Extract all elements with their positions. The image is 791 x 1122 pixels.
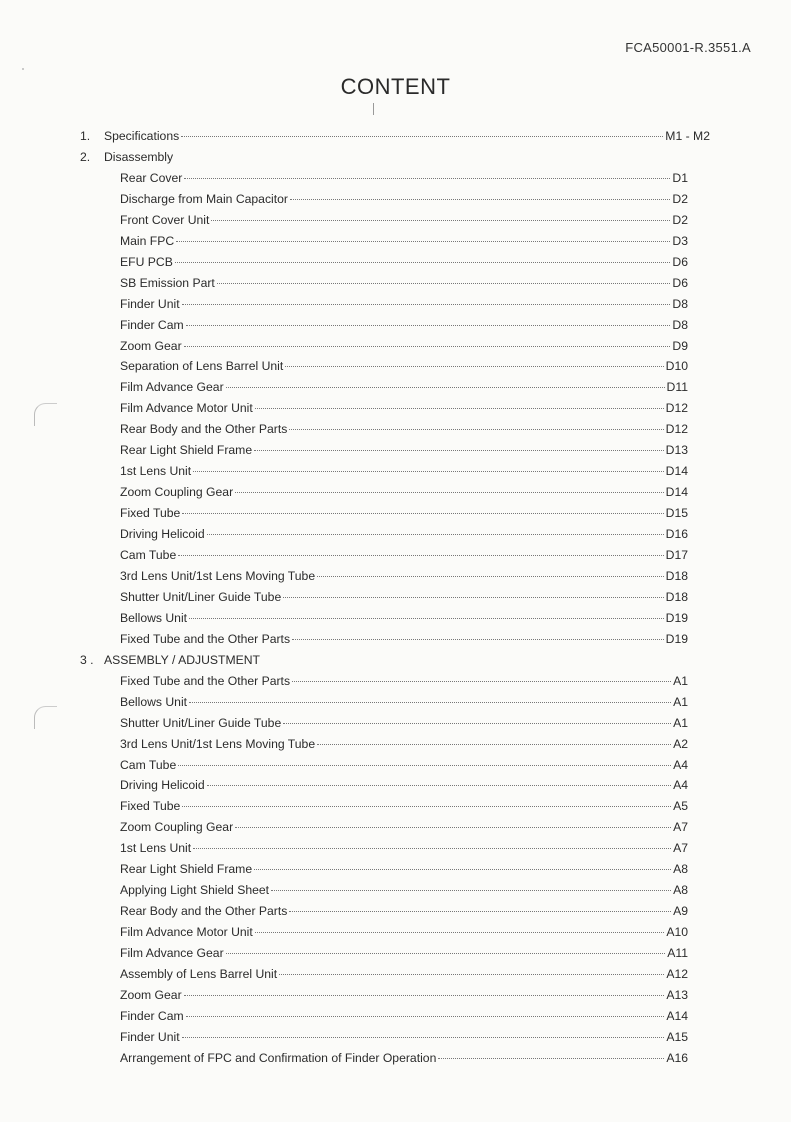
entry-title: Fixed Tube xyxy=(120,506,181,521)
toc-entry xyxy=(120,778,688,798)
dot-leader xyxy=(193,471,664,472)
dot-leader xyxy=(211,220,670,221)
page-ref: D14 xyxy=(665,485,688,500)
page-ref: A10 xyxy=(666,925,688,940)
page-ref: D6 xyxy=(672,254,688,269)
dot-leader xyxy=(235,492,664,493)
entry-title: Rear Cover xyxy=(120,170,183,185)
entry-title: Fixed Tube xyxy=(120,799,181,814)
toc-entry xyxy=(120,862,688,882)
toc-entry xyxy=(120,506,688,526)
toc-entry xyxy=(120,820,688,840)
page-ref: M1 - M2 xyxy=(665,129,710,143)
toc-entry xyxy=(120,695,688,715)
dot-leader xyxy=(254,450,664,451)
page-ref: A8 xyxy=(673,862,688,877)
toc-entry xyxy=(120,171,688,191)
dot-leader xyxy=(178,555,663,556)
page-ref: D16 xyxy=(665,527,688,542)
entry-title: Shutter Unit/Liner Guide Tube xyxy=(120,589,282,604)
page-ref: A7 xyxy=(673,820,688,835)
page-ref: D8 xyxy=(672,296,688,311)
dot-leader xyxy=(317,576,664,577)
dot-leader xyxy=(178,765,671,766)
page-ref: A12 xyxy=(666,967,688,981)
page-ref: A1 xyxy=(673,694,688,709)
page-ref: A14 xyxy=(666,1008,688,1023)
page-ref: D10 xyxy=(665,359,688,374)
toc-entry xyxy=(120,401,688,421)
toc-entry xyxy=(120,569,688,589)
toc-entry xyxy=(120,632,688,652)
dot-leader xyxy=(184,346,671,347)
page-ref: D2 xyxy=(672,212,688,227)
page-ref: D8 xyxy=(672,317,688,332)
scan-mark xyxy=(373,103,374,115)
section-number: 2. xyxy=(80,149,91,164)
page-ref: D12 xyxy=(665,401,688,416)
page-ref: D18 xyxy=(665,568,688,583)
page-ref: A11 xyxy=(667,946,688,961)
page-ref: A8 xyxy=(673,883,688,898)
toc-entry xyxy=(120,234,688,254)
entry-title: Driving Helicoid xyxy=(120,778,205,793)
dot-leader xyxy=(176,241,670,242)
document-id: FCA50001-R.3551.A xyxy=(625,40,751,55)
section-title: ASSEMBLY / ADJUSTMENT xyxy=(104,652,260,667)
toc-entry xyxy=(120,359,688,379)
dot-leader xyxy=(193,848,671,849)
toc-entry xyxy=(120,527,688,547)
page-ref: A9 xyxy=(673,904,688,919)
toc-entry xyxy=(120,255,688,275)
toc-entry xyxy=(120,422,688,442)
toc-entry xyxy=(120,318,688,338)
page-ref: A1 xyxy=(673,673,688,688)
toc-entry xyxy=(120,758,688,778)
entry-title: Shutter Unit/Liner Guide Tube xyxy=(120,715,282,730)
entry-title: Rear Body and the Other Parts xyxy=(120,904,288,919)
dot-leader xyxy=(285,366,663,367)
toc-entry xyxy=(120,1051,688,1071)
toc-entry xyxy=(120,904,688,924)
entry-title: Finder Cam xyxy=(120,1008,184,1023)
dot-leader xyxy=(255,932,665,933)
dot-leader xyxy=(181,136,663,137)
dot-leader xyxy=(283,723,671,724)
entry-title: Applying Light Shield Sheet xyxy=(120,883,270,898)
dot-leader xyxy=(290,199,670,200)
dot-leader xyxy=(271,890,671,891)
toc-entry xyxy=(120,297,688,317)
entry-title: Rear Body and the Other Parts xyxy=(120,422,288,437)
page-ref: A16 xyxy=(666,1050,688,1065)
entry-title: SB Emission Part xyxy=(120,275,215,290)
toc-entry xyxy=(120,841,688,861)
page-ref: A13 xyxy=(666,987,688,1002)
entry-title: Zoom Coupling Gear xyxy=(120,820,234,835)
entry-title: Separation of Lens Barrel Unit xyxy=(120,359,284,374)
entry-title: Cam Tube xyxy=(120,757,177,772)
toc-entry xyxy=(120,443,688,463)
dot-leader xyxy=(189,618,664,619)
dot-leader xyxy=(217,283,671,284)
toc-entry xyxy=(120,276,688,296)
entry-title: Film Advance Gear xyxy=(120,380,224,395)
toc-entry xyxy=(120,674,688,694)
entry-title: Finder Cam xyxy=(120,317,184,332)
dot-leader xyxy=(184,178,670,179)
entry-title: Fixed Tube and the Other Parts xyxy=(120,673,291,688)
section-title: Specifications xyxy=(104,129,180,143)
toc-entry xyxy=(120,611,688,631)
page-ref: D18 xyxy=(665,589,688,604)
toc-entry xyxy=(120,799,688,819)
page-ref: D15 xyxy=(665,506,688,521)
page-ref: A15 xyxy=(666,1029,688,1044)
dot-leader xyxy=(182,1037,665,1038)
entry-title: Film Advance Motor Unit xyxy=(120,925,253,940)
dot-leader xyxy=(292,639,664,640)
toc-entry xyxy=(120,548,688,568)
section-title: Disassembly xyxy=(104,149,174,164)
page-ref: D9 xyxy=(672,338,688,353)
toc-entry xyxy=(120,1009,688,1029)
entry-title: Finder Unit xyxy=(120,296,180,311)
toc-entry xyxy=(120,716,688,736)
page-ref: A5 xyxy=(673,799,688,814)
toc-entry xyxy=(120,925,688,945)
entry-title: Front Cover Unit xyxy=(120,212,210,227)
dot-leader xyxy=(226,953,666,954)
dot-leader xyxy=(438,1058,664,1059)
dot-leader xyxy=(189,702,671,703)
entry-title: Main FPC xyxy=(120,233,175,248)
entry-title: Bellows Unit xyxy=(120,610,188,625)
dot-leader xyxy=(292,681,671,682)
punch-hole-mark xyxy=(34,706,57,729)
page-ref: D11 xyxy=(666,380,688,395)
dot-leader xyxy=(182,806,671,807)
entry-title: EFU PCB xyxy=(120,254,173,269)
dot-leader xyxy=(289,429,663,430)
punch-hole-mark xyxy=(34,403,57,426)
toc-entry xyxy=(120,192,688,212)
section-number: 1. xyxy=(80,129,91,143)
page-ref: D14 xyxy=(665,464,688,479)
toc-entry xyxy=(120,988,688,1008)
toc-entry xyxy=(120,339,688,359)
page-ref: D19 xyxy=(665,610,688,625)
toc-section-1 xyxy=(80,129,710,149)
entry-title: Bellows Unit xyxy=(120,694,188,709)
entry-title: Driving Helicoid xyxy=(120,527,205,542)
toc-entry xyxy=(120,464,688,484)
page-ref: D13 xyxy=(665,443,688,458)
dot-leader xyxy=(283,597,663,598)
entry-title: Discharge from Main Capacitor xyxy=(120,191,288,206)
entry-title: Rear Light Shield Frame xyxy=(120,443,253,458)
entry-title: Film Advance Motor Unit xyxy=(120,401,253,416)
toc-entry xyxy=(120,590,688,610)
entry-title: Fixed Tube and the Other Parts xyxy=(120,631,291,646)
toc-entry xyxy=(120,967,688,987)
page-ref: D3 xyxy=(672,233,688,248)
page-ref: D1 xyxy=(672,170,688,185)
dot-leader xyxy=(182,513,663,514)
dot-leader xyxy=(279,974,664,975)
page-title: CONTENT xyxy=(340,74,451,99)
toc-entry xyxy=(120,883,688,903)
dot-leader xyxy=(186,325,671,326)
toc-entry xyxy=(120,213,688,233)
entry-title: Film Advance Gear xyxy=(120,946,224,961)
entry-title: Assembly of Lens Barrel Unit xyxy=(120,967,278,981)
page-ref: D19 xyxy=(665,631,688,646)
entry-title: Finder Unit xyxy=(120,1029,180,1044)
page-ref: A7 xyxy=(673,841,688,856)
toc-section-2 xyxy=(80,150,710,170)
entry-title: Cam Tube xyxy=(120,548,177,562)
toc-entry xyxy=(120,485,688,505)
page-ref: A4 xyxy=(673,757,688,772)
entry-title: 3rd Lens Unit/1st Lens Moving Tube xyxy=(120,568,316,583)
page-ref: A2 xyxy=(673,736,688,751)
entry-title: Zoom Gear xyxy=(120,338,182,353)
dot-leader xyxy=(186,1016,665,1017)
dot-leader xyxy=(255,408,664,409)
dot-leader xyxy=(317,744,671,745)
dot-leader xyxy=(182,304,671,305)
entry-title: Zoom Coupling Gear xyxy=(120,485,234,500)
page-ref: D2 xyxy=(672,191,688,206)
dot-leader xyxy=(226,387,665,388)
toc-entry xyxy=(120,1030,688,1050)
dot-leader xyxy=(207,534,664,535)
dot-leader xyxy=(175,262,671,263)
dot-leader xyxy=(207,785,671,786)
section-number: 3 . xyxy=(80,652,94,667)
entry-title: 3rd Lens Unit/1st Lens Moving Tube xyxy=(120,736,316,751)
page-ref: A1 xyxy=(673,715,688,730)
toc-section-3 xyxy=(80,653,710,673)
dot-leader xyxy=(254,869,671,870)
dot-leader xyxy=(289,911,671,912)
entry-title: 1st Lens Unit xyxy=(120,464,192,479)
page-ref: D6 xyxy=(672,275,688,290)
toc-entry xyxy=(120,946,688,966)
page-ref: D17 xyxy=(665,548,688,562)
toc-entry xyxy=(120,737,688,757)
entry-title: 1st Lens Unit xyxy=(120,841,192,856)
toc-entry xyxy=(120,380,688,400)
dot-leader xyxy=(235,827,671,828)
dot-leader xyxy=(184,995,665,996)
scan-speck xyxy=(22,68,24,70)
entry-title: Arrangement of FPC and Confirmation of Finder Operation xyxy=(120,1050,437,1065)
entry-title: Rear Light Shield Frame xyxy=(120,862,253,877)
page-ref: D12 xyxy=(665,422,688,437)
entry-title: Zoom Gear xyxy=(120,987,182,1002)
page-ref: A4 xyxy=(673,778,688,793)
